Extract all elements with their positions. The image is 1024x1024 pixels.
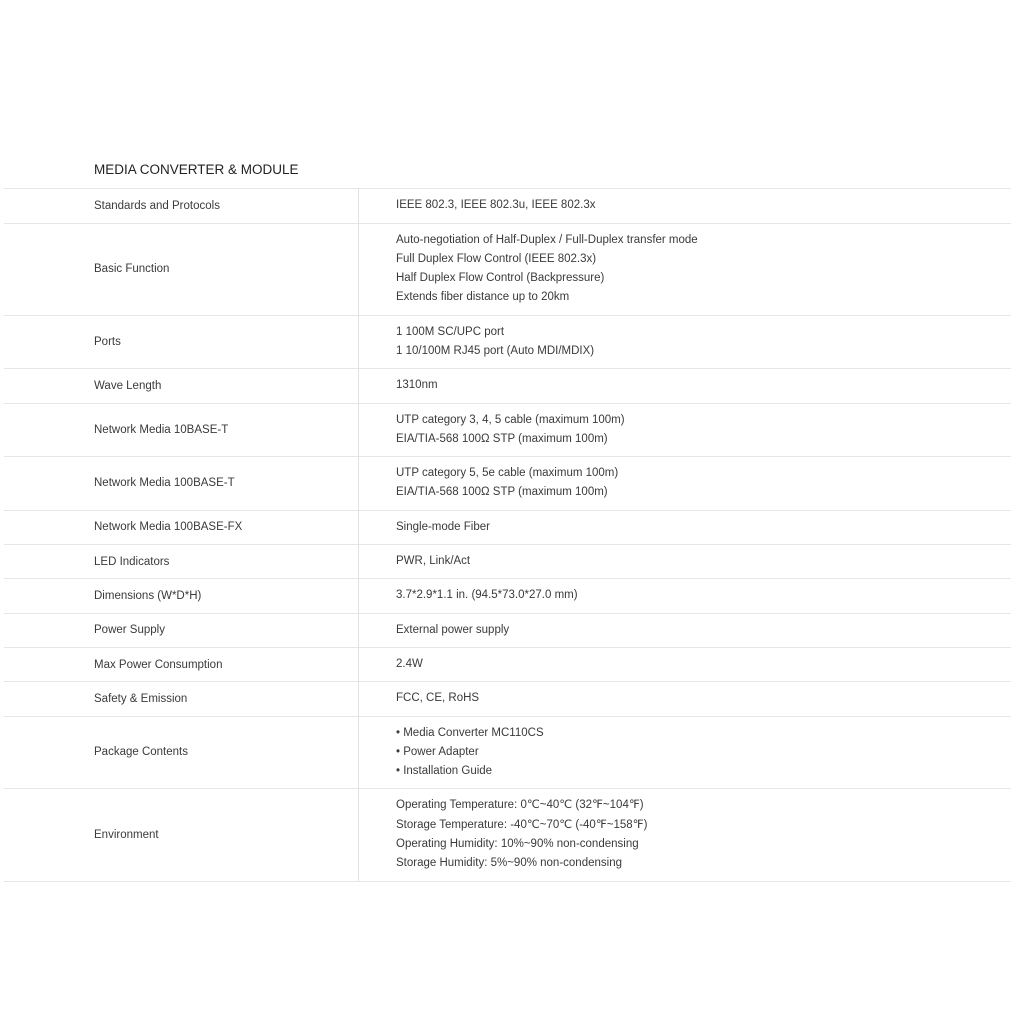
spec-value bbox=[359, 457, 1012, 511]
spec-value-line: • Power Adapter bbox=[396, 745, 479, 758]
spec-value bbox=[359, 647, 1012, 681]
spec-row bbox=[4, 716, 1011, 789]
spec-value-line: Extends fiber distance up to 20km bbox=[396, 291, 570, 304]
spec-value-line: Half Duplex Flow Control (Backpressure) bbox=[396, 272, 605, 285]
spec-value bbox=[359, 579, 1012, 613]
spec-value bbox=[359, 613, 1012, 647]
spec-value bbox=[359, 789, 1012, 881]
spec-value-line: 1310nm bbox=[396, 379, 438, 392]
spec-value-line: Operating Humidity: 10%~90% non-condensing bbox=[396, 838, 639, 851]
spec-value-line: UTP category 3, 4, 5 cable (maximum 100m) bbox=[396, 413, 625, 426]
spec-value-line: • Media Converter MC110CS bbox=[396, 726, 544, 739]
spec-label: Package Contents bbox=[4, 716, 359, 789]
spec-label: Wave Length bbox=[4, 369, 359, 403]
spec-section bbox=[0, 152, 1011, 882]
spec-value-line: Full Duplex Flow Control (IEEE 802.3x) bbox=[396, 252, 597, 265]
spec-value bbox=[359, 545, 1012, 579]
spec-value-line: External power supply bbox=[396, 623, 510, 636]
section-title: MEDIA CONVERTER & MODULE bbox=[4, 152, 1011, 189]
spec-value bbox=[359, 403, 1012, 457]
spec-label: Network Media 10BASE-T bbox=[4, 403, 359, 457]
spec-value-line: FCC, CE, RoHS bbox=[396, 692, 480, 705]
spec-label: Basic Function bbox=[4, 223, 359, 315]
spec-label: Standards and Protocols bbox=[4, 189, 359, 223]
spec-value bbox=[359, 369, 1012, 403]
spec-value bbox=[359, 189, 1012, 223]
spec-value bbox=[359, 716, 1012, 789]
spec-label: LED Indicators bbox=[4, 545, 359, 579]
spec-value-line: 2.4W bbox=[396, 657, 423, 670]
spec-row bbox=[4, 457, 1011, 511]
spec-row bbox=[4, 579, 1011, 613]
spec-table-body bbox=[4, 189, 1011, 881]
spec-row bbox=[4, 369, 1011, 403]
spec-value bbox=[359, 223, 1012, 315]
spec-value-line: 1 10/100M RJ45 port (Auto MDI/MDIX) bbox=[396, 344, 595, 357]
spec-table bbox=[4, 189, 1011, 882]
spec-row bbox=[4, 545, 1011, 579]
spec-row bbox=[4, 789, 1011, 881]
spec-label: Safety & Emission bbox=[4, 682, 359, 716]
spec-value-line: Storage Humidity: 5%~90% non-condensing bbox=[396, 857, 622, 870]
spec-label: Dimensions (W*D*H) bbox=[4, 579, 359, 613]
spec-label: Network Media 100BASE-FX bbox=[4, 510, 359, 544]
spec-value-line: UTP category 5, 5e cable (maximum 100m) bbox=[396, 467, 619, 480]
spec-row bbox=[4, 613, 1011, 647]
spec-row bbox=[4, 682, 1011, 716]
spec-value bbox=[359, 682, 1012, 716]
spec-row bbox=[4, 223, 1011, 315]
spec-value-line: IEEE 802.3, IEEE 802.3u, IEEE 802.3x bbox=[396, 199, 596, 212]
spec-value-line: Storage Temperature: -40℃~70℃ (-40℉~158℉) bbox=[396, 818, 648, 831]
spec-value-line: Operating Temperature: 0℃~40℃ (32℉~104℉) bbox=[396, 799, 644, 812]
spec-label: Ports bbox=[4, 315, 359, 369]
spec-row bbox=[4, 403, 1011, 457]
spec-label: Environment bbox=[4, 789, 359, 881]
spec-label: Power Supply bbox=[4, 613, 359, 647]
spec-value-line: Single-mode Fiber bbox=[396, 520, 490, 533]
spec-row bbox=[4, 647, 1011, 681]
spec-value-line: EIA/TIA-568 100Ω STP (maximum 100m) bbox=[396, 432, 608, 445]
spec-value-line: • Installation Guide bbox=[396, 765, 493, 778]
spec-row bbox=[4, 315, 1011, 369]
spec-value bbox=[359, 510, 1012, 544]
spec-value-line: EIA/TIA-568 100Ω STP (maximum 100m) bbox=[396, 486, 608, 499]
spec-value-line: 1 100M SC/UPC port bbox=[396, 325, 505, 338]
spec-value-line: PWR, Link/Act bbox=[396, 555, 471, 568]
spec-label: Network Media 100BASE-T bbox=[4, 457, 359, 511]
spec-value bbox=[359, 315, 1012, 369]
spec-value-line: 3.7*2.9*1.1 in. (94.5*73.0*27.0 mm) bbox=[396, 589, 578, 602]
spec-row bbox=[4, 510, 1011, 544]
spec-label: Max Power Consumption bbox=[4, 647, 359, 681]
spec-value-line: Auto-negotiation of Half-Duplex / Full-Duplex transfer mode bbox=[396, 233, 698, 246]
spec-row bbox=[4, 189, 1011, 223]
